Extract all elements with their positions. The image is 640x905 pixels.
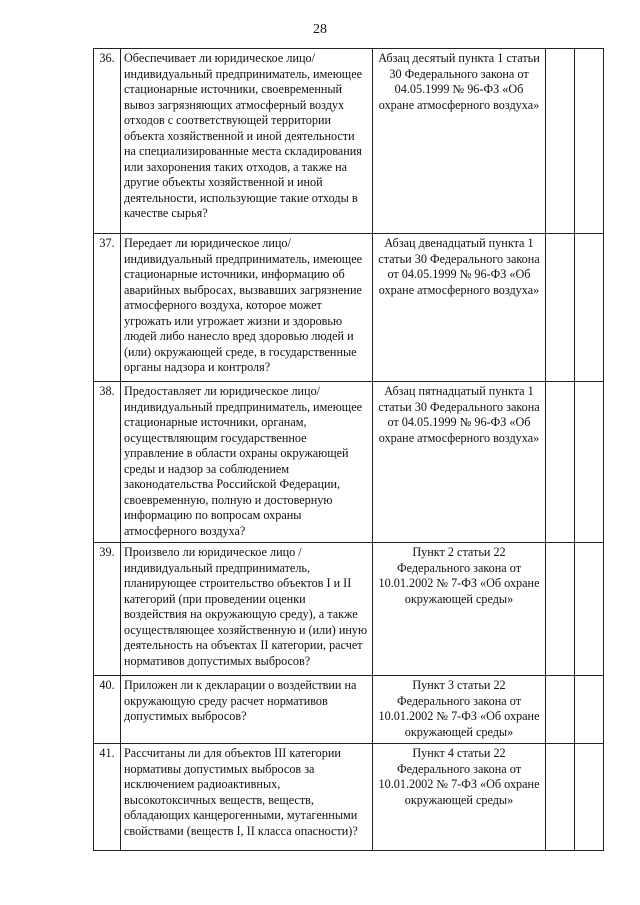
legal-reference: Пункт 4 статьи 22 Федерального закона от 10.01.2002 № 7-ФЗ «Об охране окружающей среды» <box>373 744 546 851</box>
row-number: 41. <box>94 744 121 851</box>
table-row <box>94 744 604 851</box>
question-text: Произвело ли юридическое лицо / индивидуальный предприниматель, планирующее строительство объектов I и II категорий (при проведении оценки воздействия на окружающую среду), а также осуществляющее хозяйственную и (или) иную деятельность на объектах II категории, расчет нормативов допустимых выбросов? <box>121 543 373 676</box>
row-number: 38. <box>94 382 121 543</box>
table-row <box>94 382 604 543</box>
answer-cell <box>546 49 575 234</box>
answer-cell <box>546 382 575 543</box>
question-text: Предоставляет ли юридическое лицо/ индивидуальный предприниматель, имеющее стационарные источники, органам, осуществляющим государственное управление в области охраны окружающей среды и надзор за соблюдением законодательства Российской Федерации, своевременную, полную и достоверную информацию по вопросам охраны атмосферного воздуха? <box>121 382 373 543</box>
table-row <box>94 234 604 382</box>
legal-reference: Пункт 3 статьи 22 Федерального закона от 10.01.2002 № 7-ФЗ «Об охране окружающей среды» <box>373 676 546 744</box>
note-cell <box>575 676 604 744</box>
note-cell <box>575 382 604 543</box>
note-cell <box>575 744 604 851</box>
answer-cell <box>546 543 575 676</box>
legal-reference: Абзац пятнадцатый пункта 1 статьи 30 Федерального закона от 04.05.1999 № 96-ФЗ «Об охране атмосферного воздуха» <box>373 382 546 543</box>
answer-cell <box>546 234 575 382</box>
row-number: 39. <box>94 543 121 676</box>
answer-cell <box>546 676 575 744</box>
question-text: Передает ли юридическое лицо/ индивидуальный предприниматель, имеющее стационарные источники, информацию об аварийных выбросах, вызвавших загрязнение атмосферного воздуха, которое может угрожать или угрожает жизни и здоровью людей либо нанесло вред здоровью людей и (или) окружающей среде, в государственные органы надзора и контроля? <box>121 234 373 382</box>
table-row <box>94 543 604 676</box>
page-number: 28 <box>313 22 327 37</box>
row-number: 40. <box>94 676 121 744</box>
checklist-table <box>93 48 604 851</box>
question-text: Рассчитаны ли для объектов III категории нормативы допустимых выбросов за исключением радиоактивных, высокотоксичных веществ, веществ, обладающих канцерогенными, мутагенными свойствами (веществ I, II класса опасности)? <box>121 744 373 851</box>
row-number: 36. <box>94 49 121 234</box>
legal-reference: Абзац десятый пункта 1 статьи 30 Федерального закона от 04.05.1999 № 96-ФЗ «Об охране атмосферного воздуха» <box>373 49 546 234</box>
answer-cell <box>546 744 575 851</box>
table-row <box>94 49 604 234</box>
row-number: 37. <box>94 234 121 382</box>
legal-reference: Абзац двенадцатый пункта 1 статьи 30 Федерального закона от 04.05.1999 № 96-ФЗ «Об охране атмосферного воздуха» <box>373 234 546 382</box>
note-cell <box>575 49 604 234</box>
note-cell <box>575 234 604 382</box>
table-row <box>94 676 604 744</box>
question-text: Обеспечивает ли юридическое лицо/ индивидуальный предприниматель, имеющее стационарные источники, своевременный вывоз загрязняющих атмосферный воздух отходов с соответствующей территории объекта хозяйственной и иной деятельности на специализированные места складирования или захоронения таких отходов, а также на другие объекты хозяйственной и иной деятельности, использующие такие отходы в качестве сырья? <box>121 49 373 234</box>
legal-reference: Пункт 2 статьи 22 Федерального закона от 10.01.2002 № 7-ФЗ «Об охране окружающей среды» <box>373 543 546 676</box>
question-text: Приложен ли к декларации о воздействии на окружающую среду расчет нормативов допустимых выбросов? <box>121 676 373 744</box>
note-cell <box>575 543 604 676</box>
